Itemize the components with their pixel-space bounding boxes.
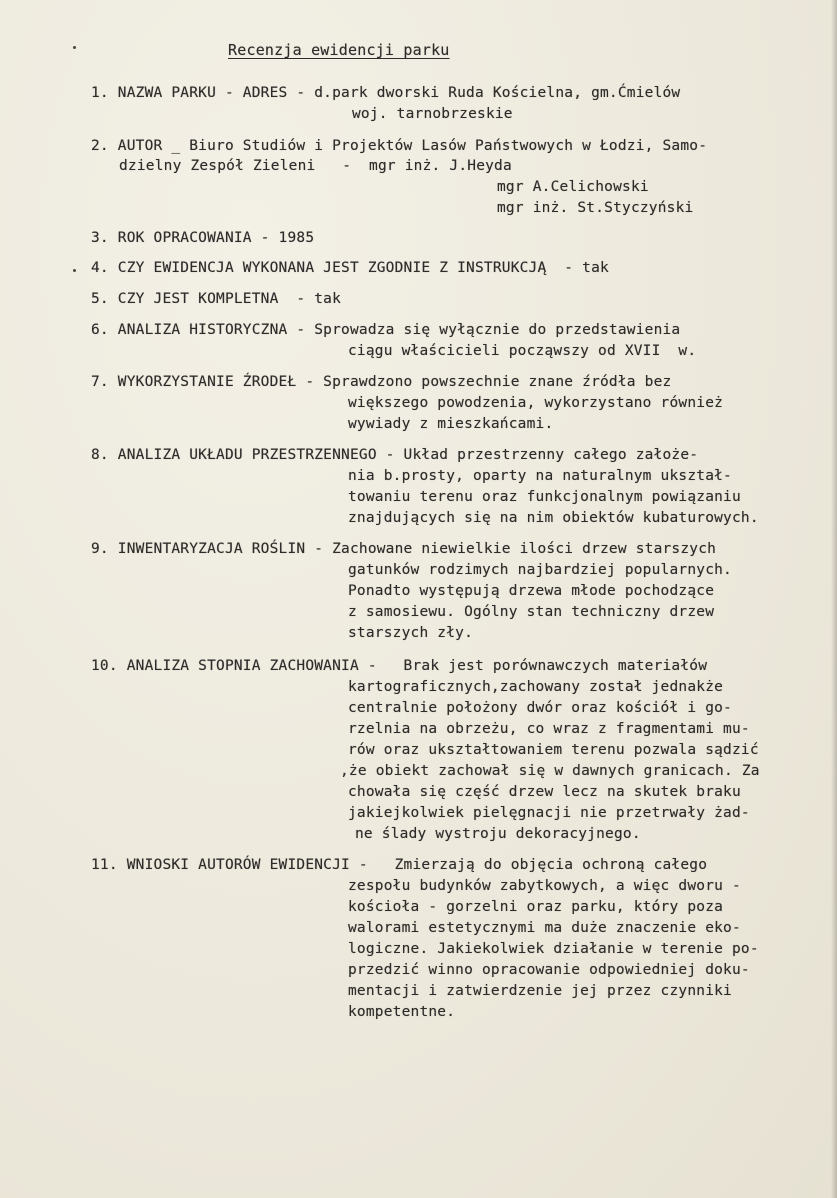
item-7-line: wywiady z mieszkańcami. <box>348 416 554 432</box>
item-4-line: 4. CZY EWIDENCJA WYKONANA JEST ZGODNIE Z INSTRUKCJĄ - tak <box>91 260 609 276</box>
item-10-line: ,że obiekt zachował się w dawnych granicach. Za <box>340 763 760 779</box>
item-11-line: logiczne. Jakiekolwiek działanie w terenie po- <box>348 941 759 957</box>
item-10-line: 10. ANALIZA STOPNIA ZACHOWANIA - Brak jest porównawczych materiałów <box>91 658 708 674</box>
item-10-line: rów oraz ukształtowaniem terenu pozwala sądzić <box>348 742 759 758</box>
item-11-line: kościoła - gorzelni oraz parku, który poza <box>348 899 724 915</box>
item-2-line: mgr inż. St.Styczyński <box>497 200 694 216</box>
item-10-line: chowała się część drzew lecz na skutek braku <box>348 784 741 800</box>
item-11-line: walorami estetycznymi ma duże znaczenie eko- <box>348 920 741 936</box>
item-2-line: dzielny Zespół Zieleni - mgr inż. J.Heyda <box>119 158 512 174</box>
item-10-line: centralnie położony dwór oraz kościół i go- <box>348 700 732 716</box>
item-11-line: zespołu budynków zabytkowych, a więc dworu - <box>348 878 741 894</box>
item-7-line: większego powodzenia, wykorzystano również <box>348 395 724 411</box>
item-1-line: 1. NAZWA PARKU - ADRES - d.park dworski Ruda Kościelna, gm.Ćmielów <box>91 85 681 101</box>
item-9-line: gatunków rodzimych najbardziej popularnych. <box>348 562 732 578</box>
item-3-line: 3. ROK OPRACOWANIA - 1985 <box>91 230 315 246</box>
item-11-line: 11. WNIOSKI AUTORÓW EWIDENCJI - Zmierzają do objęcia ochroną całego <box>91 857 708 873</box>
item-11-line: kompetentne. <box>348 1004 456 1020</box>
page-edge-shadow <box>831 0 837 1198</box>
item-10-line: rzelnia na obrzeżu, co wraz z fragmentami mu- <box>348 721 750 737</box>
item-8-line: towaniu terenu oraz funkcjonalnym powiązaniu <box>348 489 741 505</box>
item-9-line: z samosiewu. Ogólny stan techniczny drzew <box>348 604 715 620</box>
item-7-line: 7. WYKORZYSTANIE ŹRODEŁ - Sprawdzono powszechnie znane źródła bez <box>91 374 672 390</box>
item-9-line: 9. INWENTARYZACJA ROŚLIN - Zachowane niewielkie ilości drzew starszych <box>91 541 717 557</box>
item-8-line: znajdujących się na nim obiektów kubaturowych. <box>348 510 759 526</box>
ink-speck <box>73 46 76 49</box>
item-10-line: jakiejkolwiek pielęgnacji nie przetrwały żad- <box>348 805 750 821</box>
item-8-line: 8. ANALIZA UKŁADU PRZESTRZENNEGO - Układ przestrzenny całego założe- <box>91 447 699 463</box>
item-5-line: 5. CZY JEST KOMPLETNA - tak <box>91 291 342 307</box>
item-6-line: 6. ANALIZA HISTORYCZNA - Sprowadza się wyłącznie do przedstawienia <box>91 322 681 338</box>
item-1-line: woj. tarnobrzeskie <box>352 106 513 122</box>
item-9-line: starszych zły. <box>348 625 474 641</box>
item-10-line: kartograficznych,zachowany został jednakże <box>348 679 724 695</box>
item-8-line: nia b.prosty, oparty na naturalnym ukształ- <box>348 468 732 484</box>
item-11-line: mentacji i zatwierdzenie jej przez czynniki <box>348 983 732 999</box>
item-11-line: przedzić winno opracowanie odpowiedniej doku- <box>348 962 750 978</box>
document-title: Recenzja ewidencji parku <box>228 41 450 59</box>
ink-speck <box>73 269 76 272</box>
item-10-line: ne ślady wystroju dekoracyjnego. <box>355 826 641 842</box>
item-9-line: Ponadto występują drzewa młode pochodzące <box>348 583 715 599</box>
item-6-line: ciągu właścicieli począwszy od XVII w. <box>348 343 697 359</box>
item-2-line: mgr A.Celichowski <box>497 179 649 195</box>
item-2-line: 2. AUTOR _ Biuro Studiów i Projektów Lasów Państwowych w Łodzi, Samo- <box>91 138 708 154</box>
